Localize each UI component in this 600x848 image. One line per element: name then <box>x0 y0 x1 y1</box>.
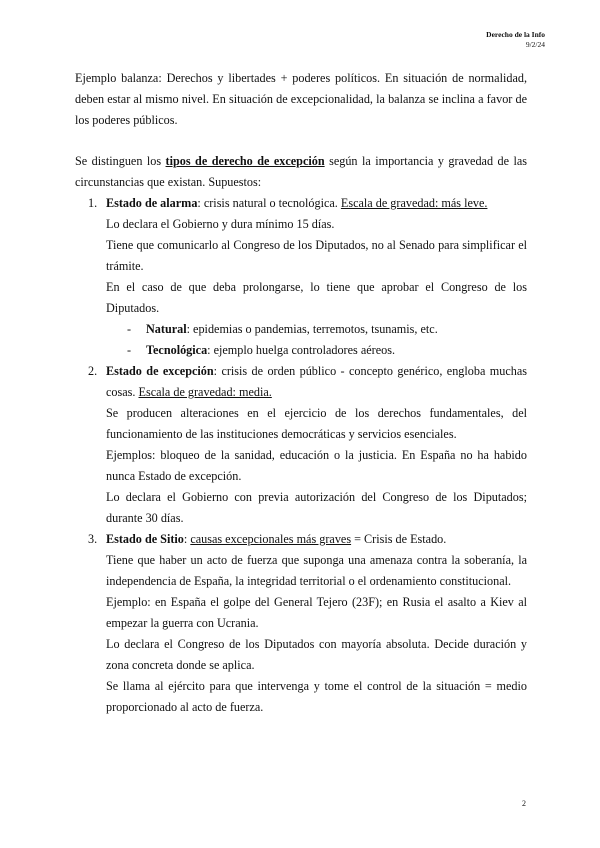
types-post: según la importancia y gravedad de las circunstancias que existan. Supuestos: <box>75 154 527 189</box>
item-scale: Escala de gravedad: media. <box>138 385 272 399</box>
subitem-tecnologica <box>106 340 527 361</box>
item-paragraph: Ejemplo: en España el golpe del General Tejero (23F); en Rusia el asalto a Kiev al empezar la guerra con Ucrania. <box>106 595 527 630</box>
subitem-natural <box>106 319 527 340</box>
item-desc: : crisis de orden público - concepto genérico, engloba muchas cosas. <box>106 364 528 399</box>
dash-bullet: - <box>127 343 132 357</box>
subitem-text: : epidemias o pandemias, terremotos, tsunamis, etc. <box>186 322 438 336</box>
item-paragraph: Se producen alteraciones en el ejercicio de los derechos fundamentales, del funcionamiento de las instituciones democráticas y servicios esenciales. <box>106 406 527 441</box>
document-body <box>75 68 527 718</box>
item-desc: : crisis natural o tecnológica. <box>197 196 341 210</box>
item-after: = Crisis de Estado. <box>351 532 447 546</box>
item-number: 3. <box>88 532 98 546</box>
item-number: 1. <box>88 196 98 210</box>
subitem-label: Tecnológica <box>146 343 208 357</box>
states-list <box>75 193 527 718</box>
item-title: Estado de excepción <box>106 364 214 378</box>
item-scale: Escala de gravedad: más leve. <box>340 196 488 210</box>
item-paragraph: Ejemplos: bloqueo de la sanidad, educación o la justicia. En España no ha habido nunca Estado de excepción. <box>106 448 527 483</box>
item-paragraph: Tiene que haber un acto de fuerza que suponga una amenaza contra la soberanía, la independencia de España, la integridad territorial o el ordenamiento constitucional. <box>106 553 527 588</box>
alarma-subtypes <box>106 319 527 361</box>
item-paragraph: Se llama al ejército para que intervenga y tome el control de la situación = medio proporcionado al acto de fuerza. <box>106 679 527 714</box>
types-paragraph <box>75 151 527 193</box>
types-term: tipos de derecho de excepción <box>165 154 325 168</box>
subitem-label: Natural <box>146 322 187 336</box>
header-date: 9/2/24 <box>525 40 545 49</box>
item-heading <box>106 529 527 550</box>
item-title: Estado de Sitio <box>106 532 184 546</box>
intro-paragraph: Ejemplo balanza: Derechos y libertades + poderes políticos. En situación de normalidad, deben estar al mismo nivel. En situación de excepcionalidad, la balanza se inclina a favor de los poderes públicos. <box>75 71 527 127</box>
item-heading <box>106 193 527 214</box>
page-number: 2 <box>522 799 526 808</box>
item-heading <box>106 361 527 403</box>
list-item-sitio <box>75 529 527 718</box>
item-scale: causas excepcionales más graves <box>190 532 352 546</box>
dash-bullet: - <box>127 322 132 336</box>
subitem-text: : ejemplo huelga controladores aéreos. <box>207 343 395 357</box>
types-pre: Se distinguen los <box>75 154 166 168</box>
item-number: 2. <box>88 364 98 378</box>
item-paragraph: Lo declara el Gobierno con previa autorización del Congreso de los Diputados; durante 30 días. <box>106 490 527 525</box>
list-item-alarma <box>75 193 527 361</box>
item-title: Estado de alarma <box>106 196 198 210</box>
list-item-excepcion <box>75 361 527 529</box>
item-desc: : <box>183 532 191 546</box>
page-header <box>486 30 545 50</box>
item-paragraph: Tiene que comunicarlo al Congreso de los Diputados, no al Senado para simplificar el trámite. <box>106 238 527 273</box>
item-paragraph: En el caso de que deba prolongarse, lo tiene que aprobar el Congreso de los Diputados. <box>106 280 527 315</box>
item-paragraph: Lo declara el Gobierno y dura mínimo 15 días. <box>106 217 335 231</box>
item-paragraph: Lo declara el Congreso de los Diputados con mayoría absoluta. Decide duración y zona concreta donde se aplica. <box>106 637 527 672</box>
header-title: Derecho de la Info <box>486 30 545 39</box>
